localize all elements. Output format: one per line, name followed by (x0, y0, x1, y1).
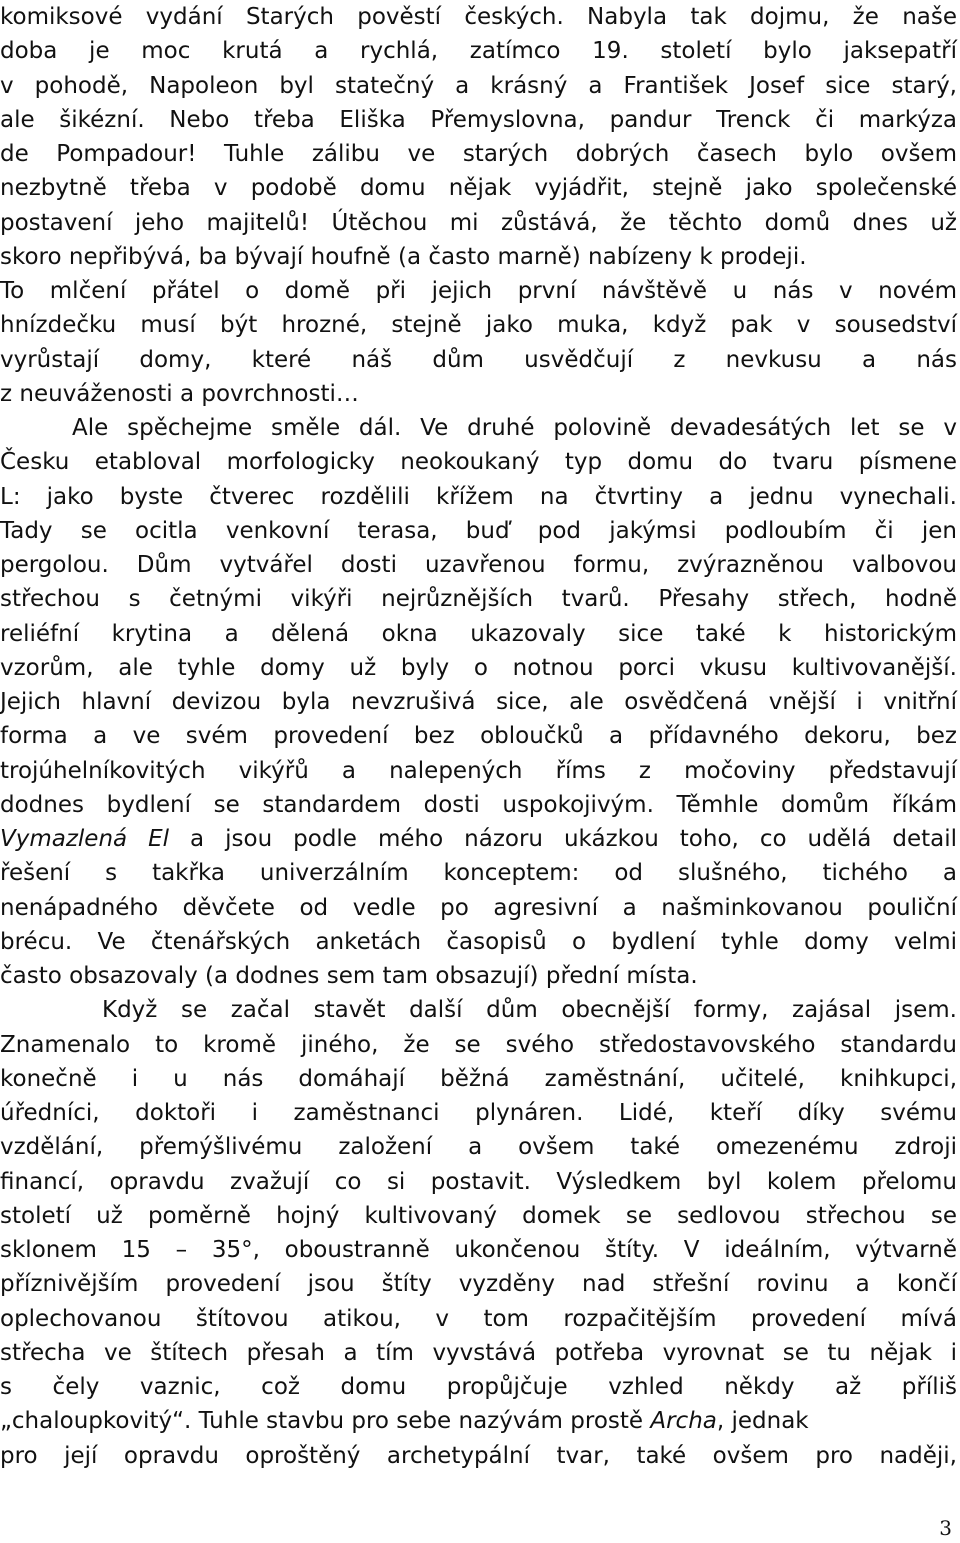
text-line: skoro nepřibývá, ba bývají houfně (a často marně) nabízeny k prodeji. (0, 243, 807, 270)
text-line: reliéfní krytina a dělená okna ukazovaly sice také k historickým (0, 620, 957, 647)
text-line: trojúhelníkovitých vikýřů a nalepených říms z močoviny představují (0, 757, 957, 784)
text-line: Tady se ocitla venkovní terasa, buď pod jakýmsi podloubím či jen (0, 517, 957, 544)
text-line: L: jako byste čtverec rozdělili křížem na čtvrtiny a jednu vynechali. (0, 483, 957, 510)
text-line: komiksové vydání Starých pověstí českých. Nabyla tak dojmu, že naše (0, 4, 957, 30)
text-line: úředníci, doktoři i zaměstnanci plynáren. Lidé, kteří díky svému (0, 1100, 957, 1126)
text-line: „chaloupkovitý“. Tuhle stavbu pro sebe nazývám prostě Archa, jednak (0, 1408, 809, 1435)
text-line: doba je moc krutá a rychlá, zatímco 19. století bylo jaksepatří (0, 38, 957, 65)
text-line: forma a ve svém provedení bez obloučků a přídavného dekoru, bez (0, 723, 957, 750)
text-line: sklonem 15 – 35°, oboustranně ukončenou štíty. V ideálním, výtvarně (0, 1237, 957, 1263)
text-line: financí, opravdu zvažují co si postavit. Výsledkem byl kolem přelomu (0, 1168, 957, 1195)
text-line: brécu. Ve čtenářských anketách časopisů o bydlení tyhle domy velmi (0, 928, 957, 955)
page-number: 3 (939, 1516, 952, 1540)
text-line: vzorům, ale tyhle domy už byly o notnou porci vkusu kultivovanější. (0, 654, 957, 681)
text-line: de Pompadour! Tuhle zálibu ve starých dobrých časech bylo ovšem (0, 141, 957, 167)
text-line: hnízdečku musí být hrozné, stejně jako muka, když pak v sousedství (0, 312, 957, 339)
text-line: ale šikézní. Nebo třeba Eliška Přemyslovna, pandur Trenck či markýza (0, 106, 957, 133)
text-line: řešení s takřka univerzálním konceptem: od slušného, tichého a (0, 860, 957, 887)
text-line: nezbytně třeba v podobě domu nějak vyjádřit, stejně jako společenské (0, 175, 957, 202)
text-line: vzdělání, přemýšlivému založení a ovšem také omezenému zdroji (0, 1134, 957, 1161)
text-line: Ale spěchejme směle dál. Ve druhé polovině devadesátých let se v (72, 415, 957, 441)
text-line: oplechovanou štítovou atikou, v tom rozpačitějším provedení mívá (0, 1305, 957, 1332)
text-line: Když se začal stavět další dům obecnější formy, zajásal jsem. (102, 997, 957, 1024)
text-line: To mlčení přátel o domě při jejich první návštěvě u nás v novém (0, 278, 957, 304)
text-line: příznivějším provedení jsou štíty vyzděny nad střešní rovinu a končí (0, 1271, 957, 1298)
text-line: často obsazovaly (a dodnes sem tam obsazují) přední místa. (0, 963, 698, 989)
text-line: pro její opravdu oproštěný archetypální tvar, také ovšem pro naději, (0, 1442, 957, 1469)
text-line: pergolou. Dům vytvářel dosti uzavřenou formu, zvýrazněnou valbovou (0, 552, 957, 578)
text-line: postavení jeho majitelů! Útěchou mi zůstává, že těchto domů dnes už (0, 209, 957, 236)
text-line: nenápadného děvčete od vedle po agresivní a našminkovanou pouliční (0, 894, 957, 921)
text-line: s čely vaznic, což domu propůjčuje vzhled někdy až příliš (0, 1374, 957, 1400)
text-line: Znamenalo to kromě jiného, že se svého středostavovského standardu (0, 1031, 957, 1058)
text-line: vyrůstají domy, které náš dům usvědčují z nevkusu a nás (0, 346, 957, 373)
text-line: Vymazlená El a jsou podle mého názoru ukázkou toho, co udělá detail (0, 826, 957, 852)
text-line: Česku etabloval morfologicky neokoukaný typ domu do tvaru písmene (0, 449, 957, 476)
text-line: století už poměrně hojný kultivovaný domek se sedlovou střechou se (0, 1202, 957, 1229)
text-line: dodnes bydlení se standardem dosti uspokojivým. Těmhle domům říkám (0, 791, 957, 818)
text-line: konečně i u nás domáhají běžná zaměstnání, učitelé, knihkupci, (0, 1065, 957, 1092)
text-line: střecha ve štítech přesah a tím vyvstává potřeba vyrovnat se tu nějak i (0, 1339, 957, 1366)
text-line: Jejich hlavní devizou byla nevzrušivá sice, ale osvědčená vnější i vnitřní (0, 689, 957, 715)
text-line: v pohodě, Napoleon byl statečný a krásný a František Josef sice starý, (0, 72, 957, 99)
text-line: z neuváženosti a povrchnosti… (0, 380, 359, 407)
text-line: střechou s četnými vikýři nejrůznějších tvarů. Přesahy střech, hodně (0, 586, 957, 613)
